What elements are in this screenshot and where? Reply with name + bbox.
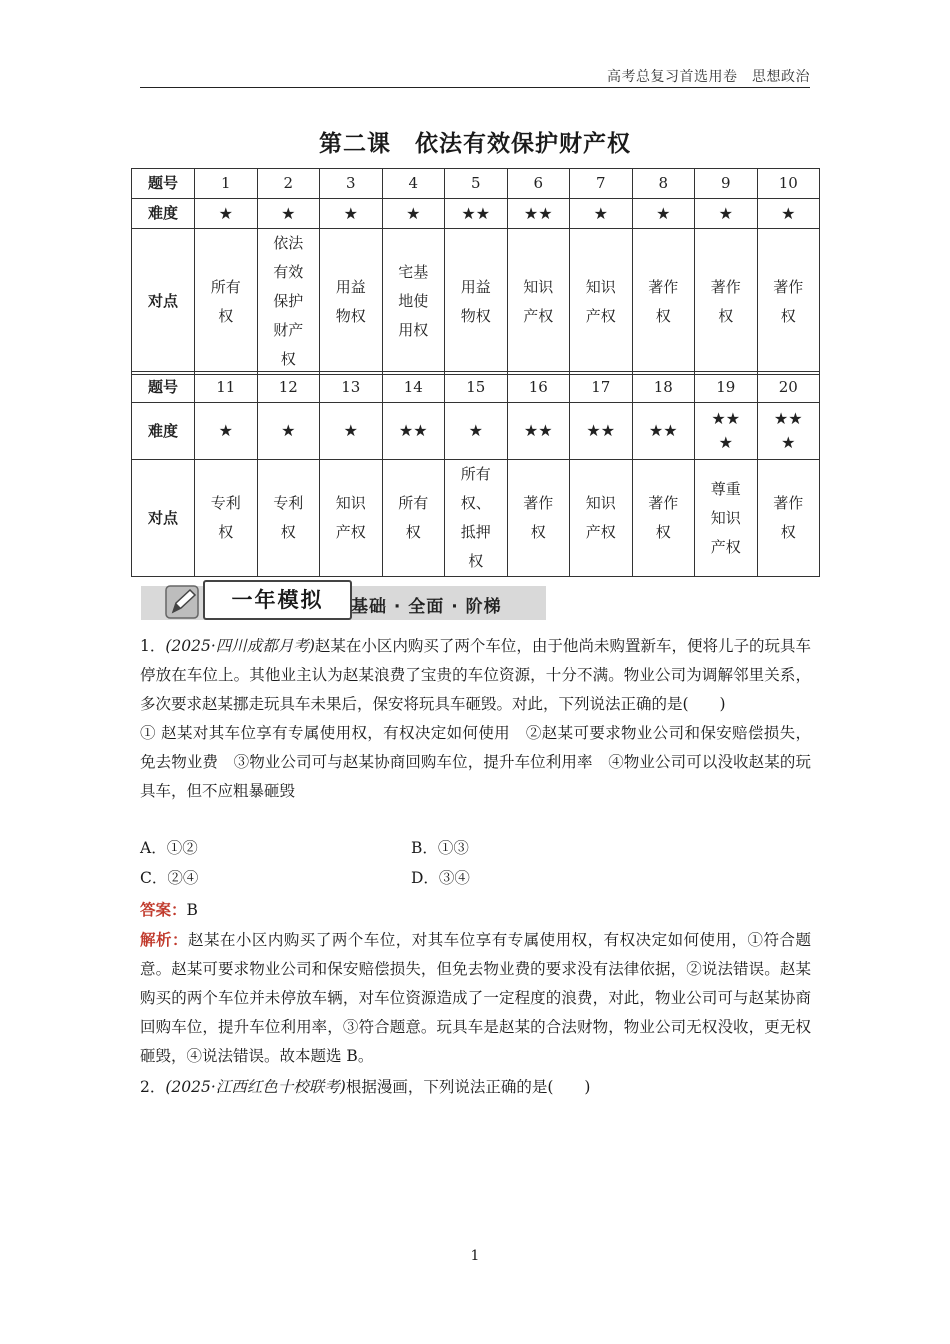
question-number-cell: 2 bbox=[257, 169, 320, 199]
difficulty-cell: ★★ bbox=[382, 403, 445, 460]
answer-line bbox=[140, 896, 811, 925]
knowledge-point-cell: 知识 产权 bbox=[570, 229, 633, 375]
table-row bbox=[132, 372, 820, 403]
knowledge-point-cell: 著作 权 bbox=[757, 229, 820, 375]
difficulty-cell: ★ bbox=[257, 403, 320, 460]
knowledge-point-cell: 著作 权 bbox=[632, 229, 695, 375]
question-2 bbox=[140, 1073, 811, 1102]
table-row bbox=[132, 199, 820, 229]
question-2-source: (2025·江西红色十校联考) bbox=[165, 1078, 346, 1096]
question-number-cell: 18 bbox=[632, 372, 695, 403]
question-number-cell: 4 bbox=[382, 169, 445, 199]
knowledge-point-cell: 所有 权、 抵押 权 bbox=[445, 460, 508, 577]
question-1-statements: ① 赵某对其车位享有专属使用权，有权决定如何使用 ②赵某可要求物业公司和保安赔偿损失，免去物业费 ③物业公司可与赵某协商回购车位，提升车位利用率 ④物业公司可以没收赵某的玩具车，但不应粗暴砸毁 bbox=[140, 724, 811, 800]
difficulty-cell: ★ bbox=[570, 199, 633, 229]
question-number-cell: 13 bbox=[320, 372, 383, 403]
difficulty-cell: ★★ bbox=[570, 403, 633, 460]
difficulty-cell: ★ bbox=[257, 199, 320, 229]
knowledge-point-cell: 专利 权 bbox=[257, 460, 320, 577]
question-number-cell: 10 bbox=[757, 169, 820, 199]
question-number-cell: 6 bbox=[507, 169, 570, 199]
difficulty-cell: ★ bbox=[382, 199, 445, 229]
analysis-label: 解析： bbox=[140, 931, 188, 949]
question-number-cell: 1 bbox=[195, 169, 258, 199]
option-a: A．①② bbox=[140, 839, 198, 857]
lesson-title: 第二课 依法有效保护财产权 bbox=[319, 131, 631, 157]
question-2-number: 2． bbox=[140, 1078, 166, 1096]
question-number-cell: 12 bbox=[257, 372, 320, 403]
difficulty-cell: ★ bbox=[695, 199, 758, 229]
question-1 bbox=[140, 632, 811, 806]
question-2-text: 根据漫画，下列说法正确的是( ) bbox=[345, 1078, 591, 1096]
question-number-cell: 14 bbox=[382, 372, 445, 403]
question-number-cell: 19 bbox=[695, 372, 758, 403]
knowledge-point-cell: 知识 产权 bbox=[507, 229, 570, 375]
difficulty-cell: ★★ ★ bbox=[695, 403, 758, 460]
difficulty-cell: ★ bbox=[320, 199, 383, 229]
running-header: 高考总复习首选用卷 思想政治 bbox=[607, 69, 810, 85]
difficulty-cell: ★ bbox=[195, 403, 258, 460]
question-number-cell: 11 bbox=[195, 372, 258, 403]
difficulty-cell: ★★ ★ bbox=[757, 403, 820, 460]
question-number-cell: 5 bbox=[445, 169, 508, 199]
banner-subtitle: 基础 · 全面 · 阶梯 bbox=[351, 597, 502, 617]
question-number-cell: 7 bbox=[570, 169, 633, 199]
answer-label: 答案： bbox=[140, 901, 187, 919]
option-d: D．③④ bbox=[411, 869, 470, 887]
difficulty-cell: ★ bbox=[757, 199, 820, 229]
option-b: B．①③ bbox=[411, 839, 469, 857]
section-banner bbox=[141, 580, 546, 624]
difficulty-cell: ★ bbox=[445, 403, 508, 460]
question-number-cell: 17 bbox=[570, 372, 633, 403]
difficulty-cell: ★ bbox=[195, 199, 258, 229]
difficulty-cell: ★★ bbox=[507, 199, 570, 229]
difficulty-table-1 bbox=[131, 168, 820, 375]
knowledge-point-cell: 宅基 地使 用权 bbox=[382, 229, 445, 375]
table-row bbox=[132, 169, 820, 199]
table-row bbox=[132, 229, 820, 375]
question-number-cell: 3 bbox=[320, 169, 383, 199]
knowledge-point-cell: 所有 权 bbox=[382, 460, 445, 577]
knowledge-point-cell: 用益 物权 bbox=[445, 229, 508, 375]
row-label: 对点 bbox=[132, 229, 195, 375]
header-rule bbox=[140, 87, 810, 88]
knowledge-point-cell: 知识 产权 bbox=[320, 460, 383, 577]
row-label: 题号 bbox=[132, 169, 195, 199]
knowledge-point-cell: 著作 权 bbox=[632, 460, 695, 577]
table-row bbox=[132, 460, 820, 577]
analysis-text: 赵某在小区内购买了两个车位，对其车位享有专属使用权，有权决定如何使用，①符合题意。赵某可要求物业公司和保安赔偿损失，但免去物业费的要求没有法律依据，②说法错误。赵某购买的两个车位并未停放车辆，对车位资源造成了一定程度的浪费，对此，物业公司可与赵某协商回购车位，提升车位利用率，③符合题意。玩具车是赵某的合法财物，物业公司无权没收，更无权砸毁，④说法错误。故本题选 B。 bbox=[140, 931, 811, 1065]
analysis bbox=[140, 926, 811, 1071]
knowledge-point-cell: 所有 权 bbox=[195, 229, 258, 375]
difficulty-cell: ★★ bbox=[445, 199, 508, 229]
row-label: 难度 bbox=[132, 403, 195, 460]
question-number-cell: 16 bbox=[507, 372, 570, 403]
pencil-icon bbox=[163, 582, 203, 622]
banner-main-label: 一年模拟 bbox=[203, 580, 352, 620]
page-number: 1 bbox=[470, 1248, 480, 1264]
knowledge-point-cell: 用益 物权 bbox=[320, 229, 383, 375]
question-number-cell: 9 bbox=[695, 169, 758, 199]
question-number-cell: 8 bbox=[632, 169, 695, 199]
difficulty-cell: ★★ bbox=[507, 403, 570, 460]
row-label: 题号 bbox=[132, 372, 195, 403]
difficulty-cell: ★★ bbox=[632, 403, 695, 460]
row-label: 对点 bbox=[132, 460, 195, 577]
question-1-text: 赵某在小区内购买了两个车位，由于他尚未购置新车，便将儿子的玩具车停放在车位上。其他业主认为赵某浪费了宝贵的车位资源，十分不满。物业公司为调解邻里关系，多次要求赵某挪走玩具车未果后，保安将玩具车砸毁。对此，下列说法正确的是( ) bbox=[140, 637, 811, 713]
knowledge-point-cell: 专利 权 bbox=[195, 460, 258, 577]
question-1-stem bbox=[140, 632, 811, 719]
difficulty-table-2 bbox=[131, 371, 820, 577]
question-1-source: (2025·四川成都月考) bbox=[165, 637, 315, 655]
option-c: C．②④ bbox=[140, 869, 199, 887]
answer-value: B bbox=[186, 901, 198, 919]
knowledge-point-cell: 依法 有效 保护 财产 权 bbox=[257, 229, 320, 375]
question-number-cell: 20 bbox=[757, 372, 820, 403]
difficulty-cell: ★ bbox=[320, 403, 383, 460]
question-number-cell: 15 bbox=[445, 372, 508, 403]
difficulty-cell: ★ bbox=[632, 199, 695, 229]
knowledge-point-cell: 著作 权 bbox=[507, 460, 570, 577]
knowledge-point-cell: 著作 权 bbox=[757, 460, 820, 577]
knowledge-point-cell: 知识 产权 bbox=[570, 460, 633, 577]
knowledge-point-cell: 尊重 知识 产权 bbox=[695, 460, 758, 577]
row-label: 难度 bbox=[132, 199, 195, 229]
knowledge-point-cell: 著作 权 bbox=[695, 229, 758, 375]
table-row bbox=[132, 403, 820, 460]
question-1-number: 1． bbox=[140, 637, 166, 655]
